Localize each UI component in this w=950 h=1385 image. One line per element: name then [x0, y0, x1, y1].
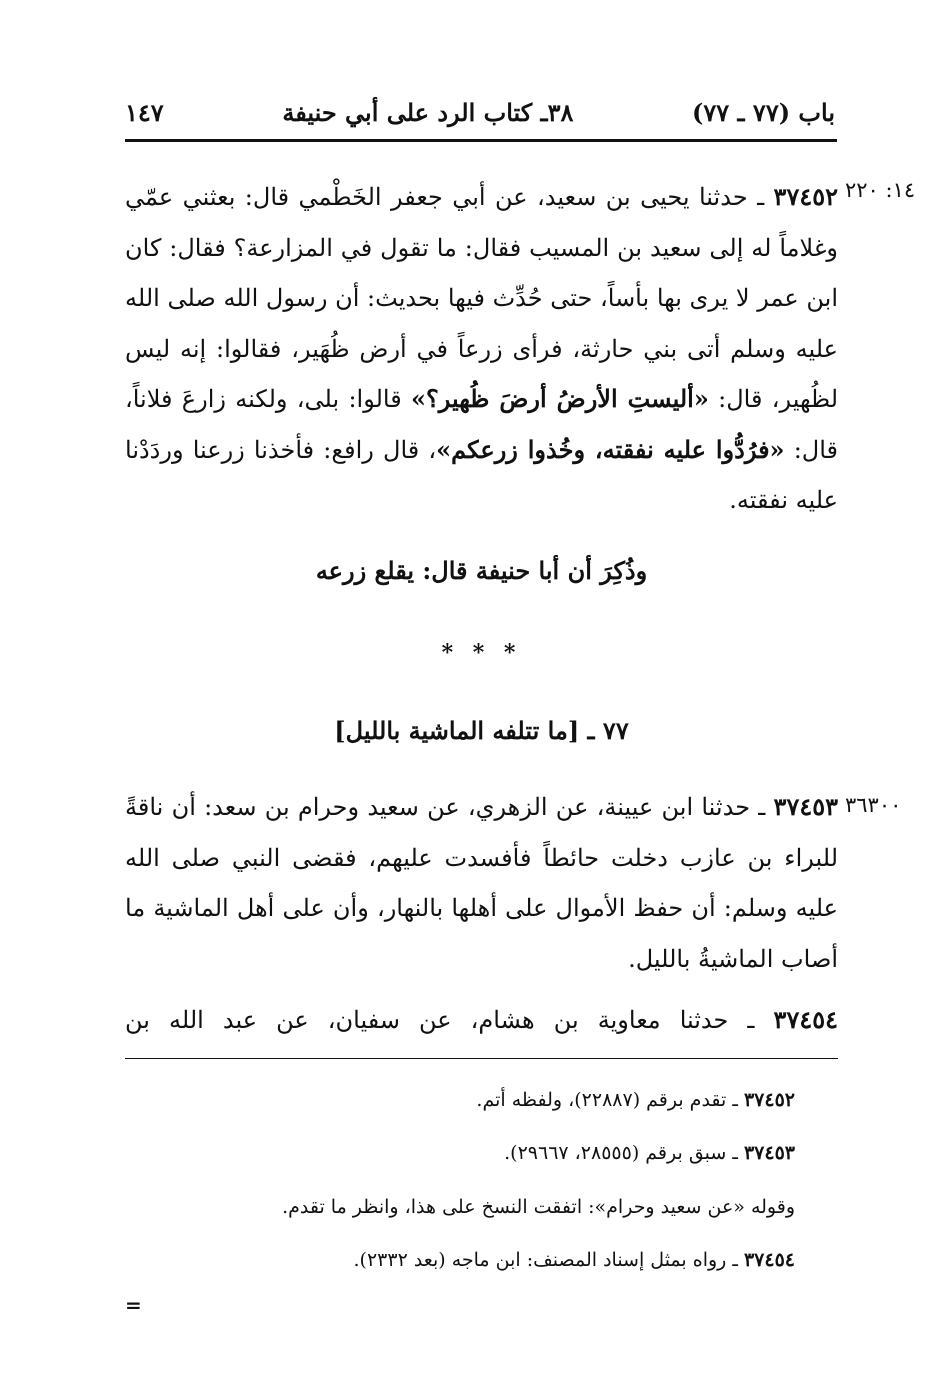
hadith-37454	[125, 995, 838, 1046]
prophetic-quote: «فرُدُّوا عليه نفقته، وخُذوا زرعكم»	[436, 434, 785, 464]
hadith-text: قالوا: بلى، ولكنه زارعَ فلاناً، قال:	[125, 385, 839, 464]
footnote-2	[125, 1139, 795, 1167]
footnote-1	[125, 1086, 795, 1114]
book-title: ٣٨ـ كتاب الرد على أبي حنيفة	[282, 97, 574, 127]
hadith-text: ـ حدثنا معاوية بن هشام، عن سفيان، عن عبد الله بن	[125, 1006, 774, 1034]
page-number: ١٤٧	[125, 97, 164, 127]
footnote-text: ـ سبق برقم (٢٨٥٥٥، ٢٩٦٦٧).	[504, 1142, 744, 1164]
footnote-text: وقوله «عن سعيد وحرام»: اتفقت النسخ على هذا، وانظر ما تقدم.	[282, 1196, 795, 1218]
hadith-text: ـ حدثنا يحيى بن سعيد، عن أبي جعفر الخَطْمي قال: بعثني عمّي وغلاماً له إلى سعيد بن المسيب فقال: ما تقول في المزارعة؟ فقال: كان ابن عمر لا يرى بها بأساً، حتى حُدِّث فيها بحديث: أن رسول الله صلى الله عليه وسلم أتى بني حارثة، فرأى زرعاً في أرض ظُهَير، فقالوا: إنه ليس لظُهير، قال:	[125, 183, 839, 413]
running-header	[125, 92, 835, 132]
note-heading: وذُكِرَ أن أبا حنيفة قال: يقلع زرعه	[315, 556, 648, 585]
footnote-text: ـ تقدم برقم (٢٢٨٨٧)، ولفظه أتم.	[476, 1089, 744, 1111]
header-rule	[125, 139, 837, 142]
footnote-rule	[125, 1058, 838, 1059]
footnote-number: ٣٧٤٥٢	[743, 1089, 795, 1111]
section-title: ٧٧ ـ [ما تتلفه الماشية بالليل]	[334, 716, 629, 745]
hadith-number: ٣٧٤٥٤	[773, 1005, 838, 1034]
footnote-text: ـ رواه بمثل إسناد المصنف: ابن ماجه (بعد ٢٣٣٢).	[353, 1249, 744, 1271]
section-separator: * * *	[441, 640, 522, 666]
continuation-mark: =	[125, 1293, 142, 1317]
hadith-37452	[125, 172, 838, 526]
hadith-text: ـ حدثنا ابن عيينة، عن الزهري، عن سعيد وحرام بن سعد: أن ناقةً للبراء بن عازب دخلت حائطاً فأفسدت عليهم، فقضى النبي صلى الله عليه وسلم: أن حفظ الأموال على أهلها بالنهار، وأن على أهل الماشية ما أصاب الماشيةُ بالليل.	[125, 793, 838, 973]
chapter-label: باب (٧٧ ـ ٧٧)	[692, 97, 835, 127]
footnote-3	[125, 1193, 795, 1221]
footnote-4	[125, 1246, 795, 1274]
prophetic-quote: «أليستِ الأرضُ أرضَ ظُهير؟»	[411, 384, 709, 413]
hadith-number: ٣٧٤٥٣	[773, 792, 838, 821]
margin-reference-2: ٣٦٣٠٠	[845, 793, 902, 817]
footnote-number: ٣٧٤٥٣	[743, 1142, 795, 1164]
margin-reference-1: ١٤: ٢٢٠	[845, 178, 916, 202]
footnote-number: ٣٧٤٥٤	[743, 1249, 795, 1271]
hadith-37453	[125, 782, 838, 984]
hadith-number: ٣٧٤٥٢	[773, 182, 838, 211]
hadith-text: ، قال رافع: فأخذنا زرعنا وردَدْنا عليه نفقته.	[125, 435, 838, 514]
